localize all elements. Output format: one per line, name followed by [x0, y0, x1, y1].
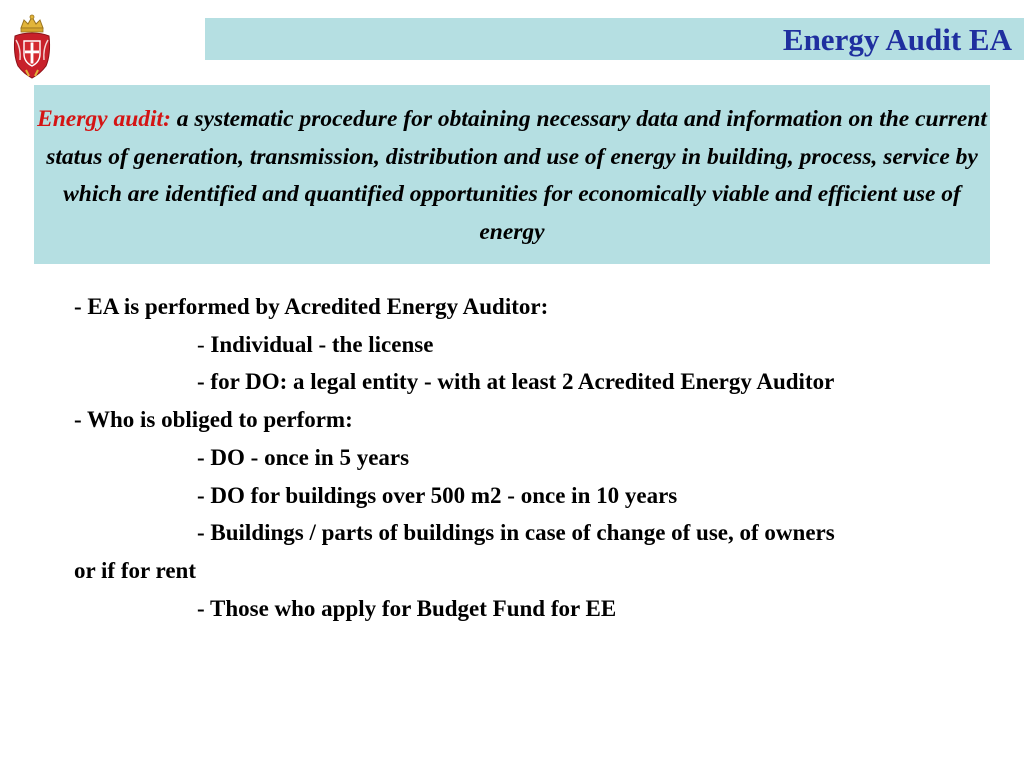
definition-text: [34, 101, 990, 251]
bullet-individual: [74, 326, 1014, 364]
bullet-who-obliged: - Who is obliged to perform:: [74, 407, 353, 433]
slide-title: Energy Audit EA: [782, 22, 1012, 57]
bullet-individual-text: Individual - the license: [210, 331, 434, 357]
bullet-dash: -: [197, 331, 205, 357]
bullet-buildings-rent: or if for rent: [74, 557, 196, 583]
bullet-performed-by: - EA is performed by Acredited Energy Auditor:: [74, 294, 549, 319]
bullet-list: [74, 288, 1014, 627]
bullet-do-5-years: - DO - once in 5 years: [197, 444, 410, 470]
bullet-buildings-change: - Buildings / parts of buildings in case of change of use, of owners: [197, 520, 835, 546]
bullet-budget-fund: - Those who apply for Budget Fund for EE: [197, 595, 617, 621]
bullet-do-buildings: - DO for buildings over 500 m2 - once in 10 years: [197, 482, 678, 508]
definition-term: Energy audit:: [37, 106, 171, 132]
title-bar: [205, 18, 1024, 60]
serbia-coat-of-arms-icon: [12, 14, 52, 80]
definition-box: [34, 85, 990, 264]
definition-body: a systematic procedure for obtaining necessary data and information on the current status of generation, transmission, distribution and use of energy in building, process, service by which are identified and quantified opportunities for economically viable and efficient use of energy: [46, 106, 987, 245]
bullet-legal-entity: - for DO: a legal entity - with at least 2 Acredited Energy Auditor: [197, 369, 835, 395]
